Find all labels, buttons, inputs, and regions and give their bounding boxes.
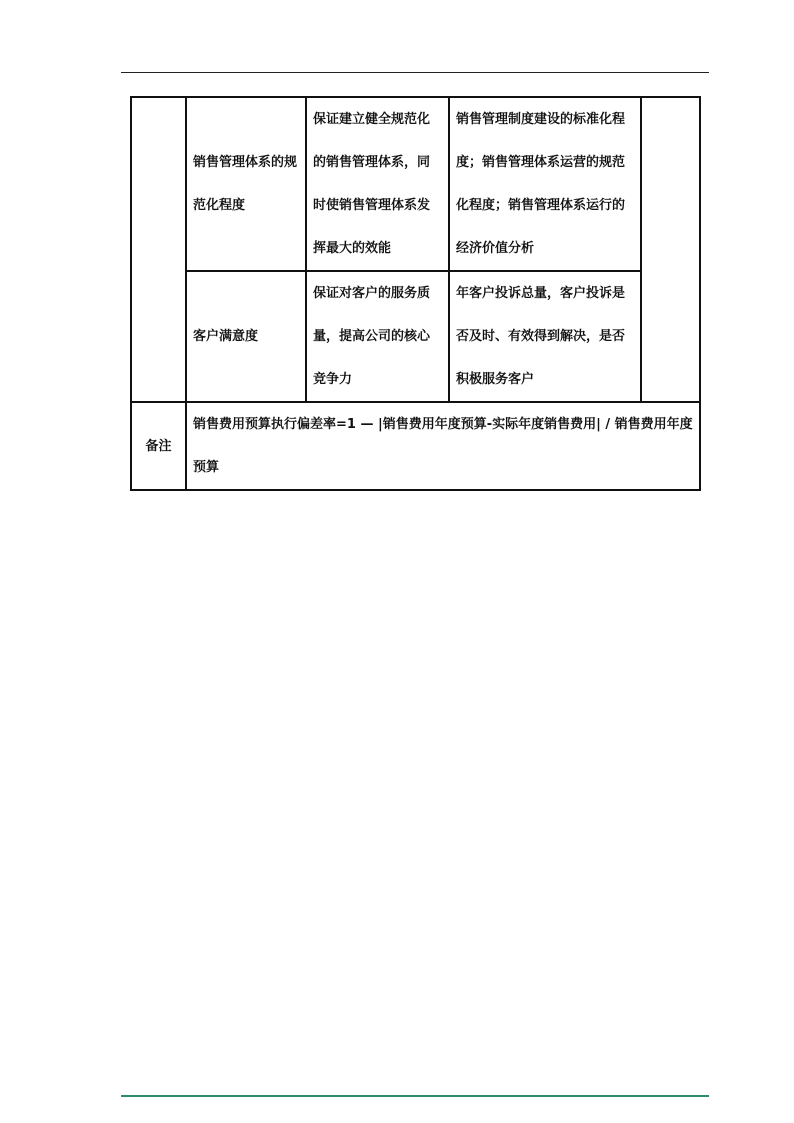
kpi-table: [130, 96, 701, 491]
content-cell: 年客户投诉总量，客户投诉是否及时、有效得到解决，是否积极服务客户: [449, 271, 641, 402]
note-label: 备注: [131, 402, 186, 490]
note-row: [131, 402, 700, 490]
table-row: [131, 97, 700, 271]
category-cell: [131, 97, 186, 402]
content-cell: 销售管理制度建设的标准化程度；销售管理体系运营的规范化程度；销售管理体系运行的经济价值分析: [449, 97, 641, 271]
purpose-cell: 保证建立健全规范化的销售管理体系，同时使销售管理体系发挥最大的效能: [306, 97, 449, 271]
header-rule: [121, 72, 709, 73]
footer-rule: [121, 1095, 709, 1097]
indicator-cell: 客户满意度: [186, 271, 306, 402]
extra-cell: [641, 97, 700, 402]
note-text: 销售费用预算执行偏差率=1 — |销售费用年度预算-实际年度销售费用| / 销售费用年度预算: [186, 402, 700, 490]
purpose-cell: 保证对客户的服务质量，提高公司的核心竞争力: [306, 271, 449, 402]
indicator-cell: 销售管理体系的规范化程度: [186, 97, 306, 271]
table-row: [131, 271, 700, 402]
